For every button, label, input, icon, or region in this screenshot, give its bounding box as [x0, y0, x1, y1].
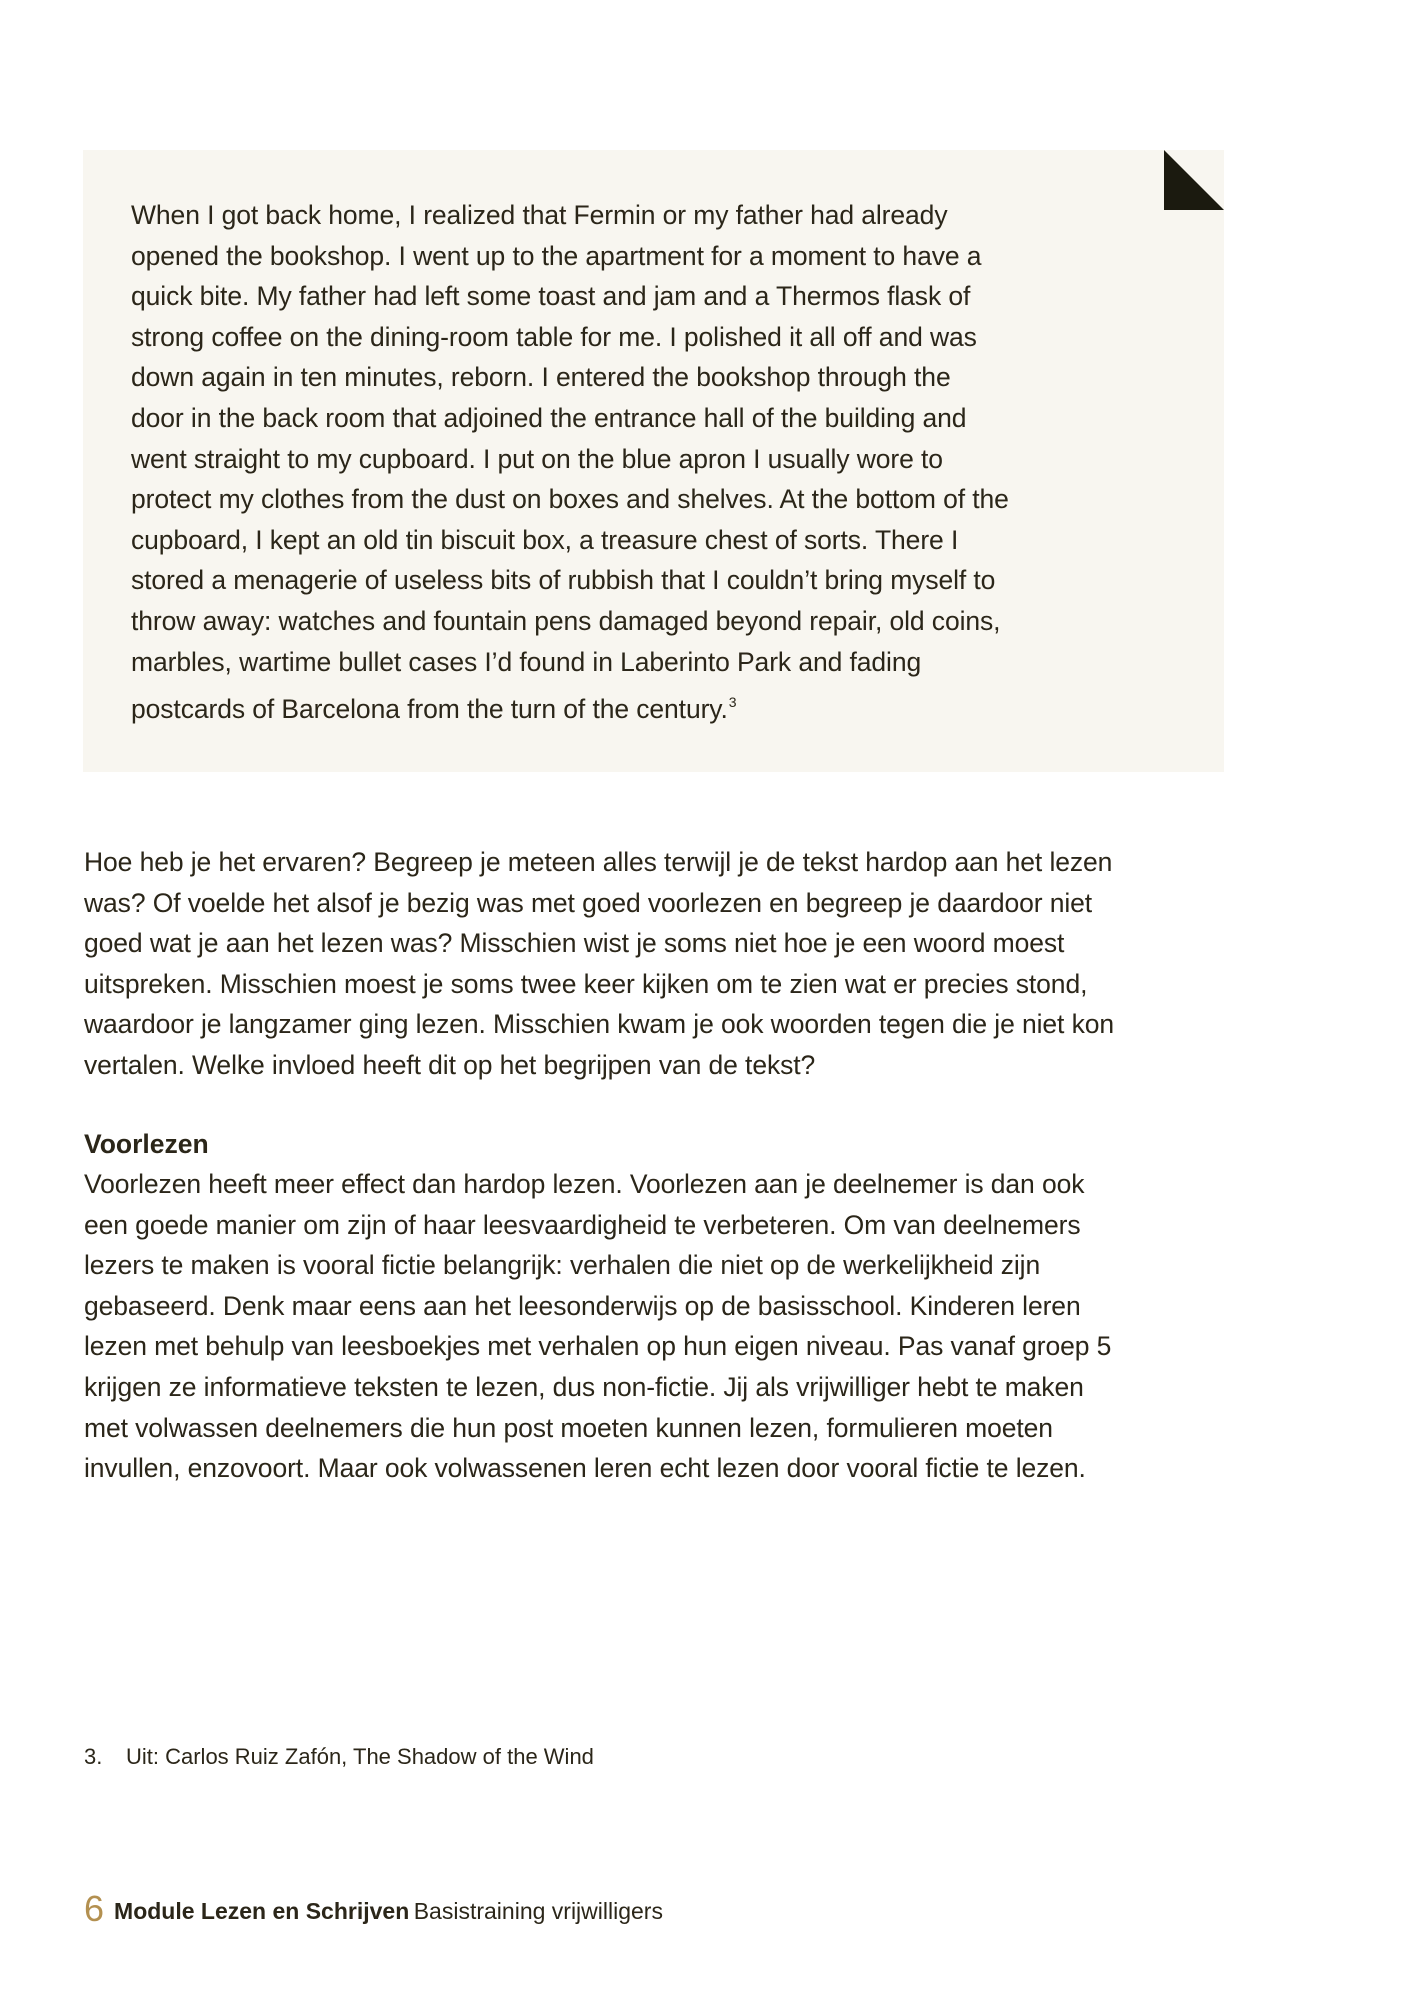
module-subtitle: Basistraining vrijwilligers — [413, 1898, 663, 1924]
section-heading: Voorlezen — [84, 1129, 209, 1159]
footnote-text: Uit: Carlos Ruiz Zafón, The Shadow of the Wind — [126, 1744, 594, 1769]
quote-line: opened the bookshop. I went up to the apartment for a moment to have a — [131, 240, 982, 271]
quote-line: marbles, wartime bullet cases I’d found in Laberinto Park and fading — [131, 646, 922, 677]
footnote-number: 3. — [84, 1744, 103, 1769]
quote-text — [131, 195, 1009, 723]
paragraph-reflection — [84, 842, 1114, 1086]
quote-line — [131, 682, 1009, 723]
page-number: 6 — [84, 1888, 105, 1929]
footnote — [84, 1743, 594, 1771]
paragraph-line: een goede manier om zijn of haar leesvaardigheid te verbeteren. Om van deelnemers — [84, 1209, 1081, 1240]
paragraph-line: was? Of voelde het alsof je bezig was met goed voorlezen en begreep je daardoor niet — [84, 887, 1093, 918]
paragraph-line: lezers te maken is vooral fictie belangrijk: verhalen die niet op de werkelijkheid zijn — [84, 1250, 1041, 1281]
quote-line: strong coffee on the dining-room table for me. I polished it all off and was — [131, 321, 977, 352]
paragraph-line: Voorlezen heeft meer effect dan hardop lezen. Voorlezen aan je deelnemer is dan ook — [84, 1169, 1085, 1199]
paragraph-line: uitspreken. Misschien moest je soms twee keer kijken om te zien wat er precies stond, — [84, 968, 1088, 999]
page-corner-fold-icon — [1164, 150, 1224, 210]
quote-line: went straight to my cupboard. I put on the blue apron I usually wore to — [131, 443, 943, 474]
paragraph-line: waardoor je langzamer ging lezen. Misschien kwam je ook woorden tegen die je niet kon — [84, 1009, 1114, 1040]
quote-line: stored a menagerie of useless bits of rubbish that I couldn’t bring myself to — [131, 565, 996, 596]
paragraph-line: vertalen. Welke invloed heeft dit op het begrijpen van de tekst? — [84, 1049, 816, 1080]
quote-line: throw away: watches and fountain pens damaged beyond repair, old coins, — [131, 605, 1001, 636]
quote-line: protect my clothes from the dust on boxes and shelves. At the bottom of the — [131, 484, 1009, 515]
paragraph-line: invullen, enzovoort. Maar ook volwassenen leren echt lezen door vooral fictie te lezen. — [84, 1453, 1086, 1484]
quote-line: When I got back home, I realized that Fermin or my father had already — [131, 200, 948, 230]
footnote-reference[interactable]: 3 — [728, 694, 737, 711]
quote-line: quick bite. My father had left some toast and jam and a Thermos flask of — [131, 281, 971, 312]
module-title: Module Lezen en Schrijven — [114, 1898, 410, 1924]
quote-line: door in the back room that adjoined the entrance hall of the building and — [131, 402, 967, 433]
quote-line: down again in ten minutes, reborn. I entered the bookshop through the — [131, 362, 951, 393]
quote-line: cupboard, I kept an old tin biscuit box, a treasure chest of sorts. There I — [131, 524, 959, 555]
paragraph-line: Hoe heb je het ervaren? Begreep je meteen alles terwijl je de tekst hardop aan het lezen — [84, 847, 1113, 877]
paragraph-line: met volwassen deelnemers die hun post moeten kunnen lezen, formulieren moeten — [84, 1412, 1053, 1443]
paragraph-line: krijgen ze informatieve teksten te lezen, dus non-fictie. Jij als vrijwilliger hebt te maken — [84, 1371, 1084, 1402]
paragraph-line: gebaseerd. Denk maar eens aan het leesonderwijs op de basisschool. Kinderen leren — [84, 1290, 1081, 1321]
page-footer — [84, 1888, 663, 1930]
paragraph-line: goed wat je aan het lezen was? Misschien wist je soms niet hoe je een woord moest — [84, 928, 1065, 959]
paragraph-line: lezen met behulp van leesboekjes met verhalen op hun eigen niveau. Pas vanaf groep 5 — [84, 1331, 1112, 1362]
quote-line-text: postcards of Barcelona from the turn of the century. — [131, 694, 728, 725]
paragraph-voorlezen — [84, 1164, 1111, 1489]
